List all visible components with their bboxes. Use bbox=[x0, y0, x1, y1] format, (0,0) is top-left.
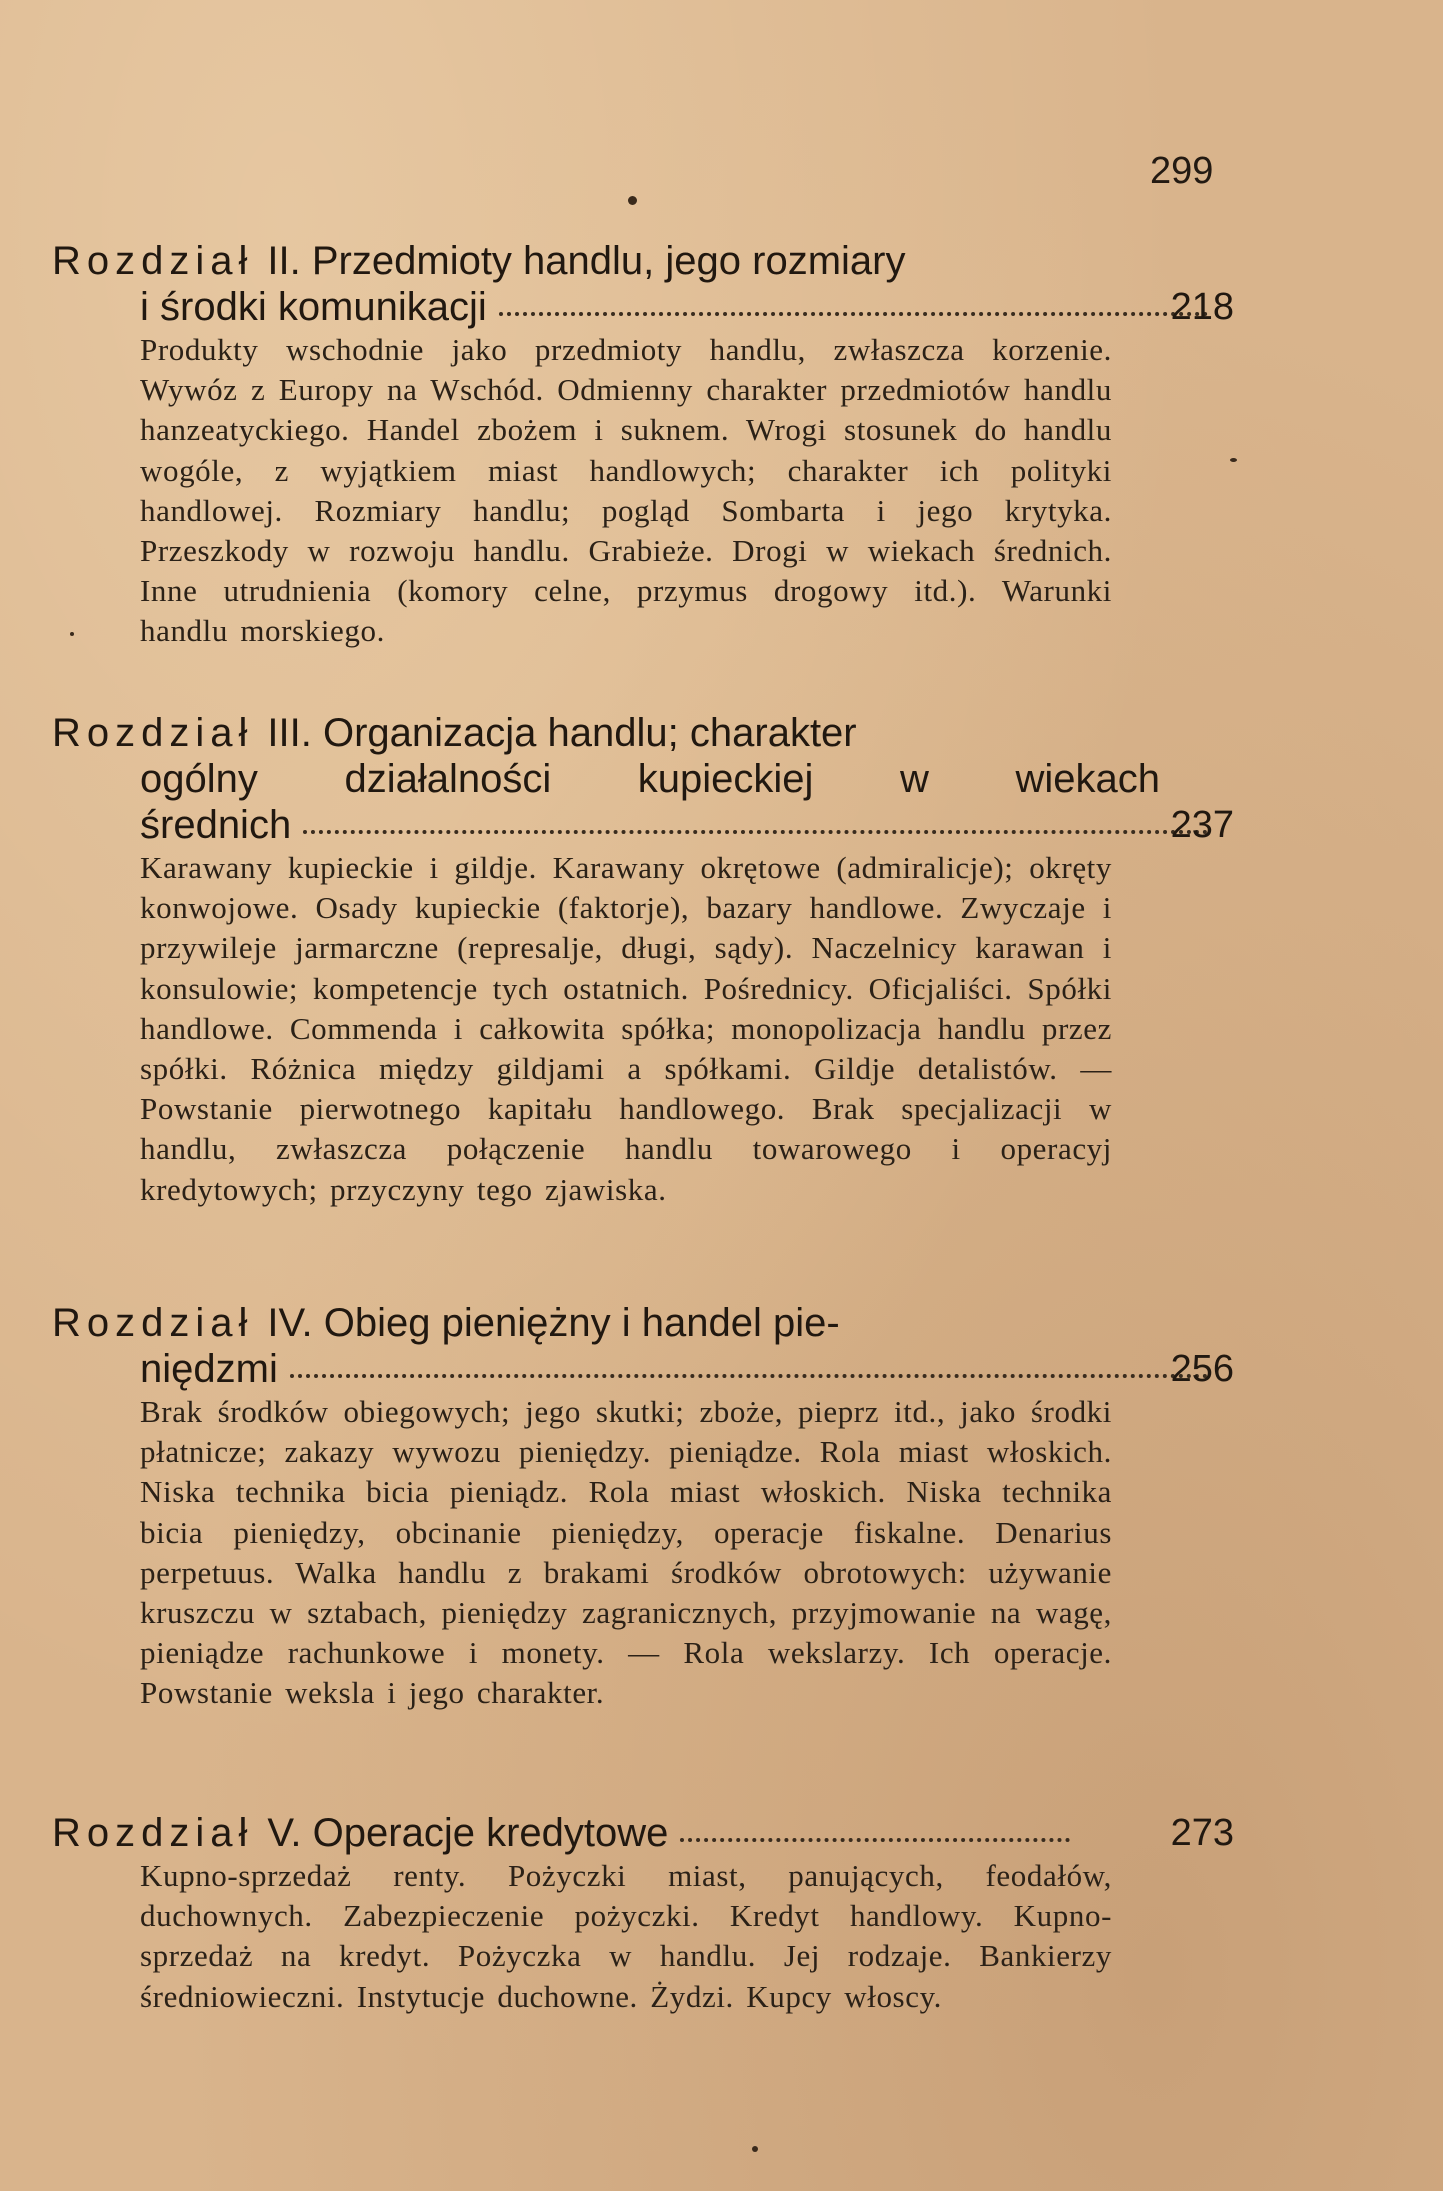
chapter-numeral: II. bbox=[267, 239, 301, 283]
chapter-numeral: III. bbox=[267, 711, 312, 755]
heading-line bbox=[52, 756, 1220, 802]
chapter-heading bbox=[52, 238, 1234, 330]
paper-speck bbox=[70, 632, 74, 636]
chapter-heading bbox=[52, 710, 1234, 848]
heading-line bbox=[52, 238, 1220, 284]
chapter-page-ref: 273 bbox=[1170, 1812, 1234, 1854]
chapter-summary: Kupno-sprzedaż renty. Pożyczki miast, panujących, feodałów, duchownych. Zabezpieczenie pożyczki. Kredyt handlowy. Kupno-sprzedaż na kredyt. Pożyczka w handlu. Jej rodzaje. Bankierzy średniowieczni. Instytucje duchowne. Żydzi. Kupcy włoscy. bbox=[140, 1858, 1112, 2014]
chapter-label: Rozdział bbox=[52, 1301, 254, 1345]
heading-last-line bbox=[52, 284, 1220, 330]
chapter-title-line: średnich bbox=[140, 803, 292, 847]
chapter-page-ref: 218 bbox=[1170, 286, 1234, 328]
chapter-entry-4 bbox=[52, 1300, 1232, 1714]
chapter-title-line: ogólny działalności kupieckiej w wiekach bbox=[140, 757, 1160, 801]
chapter-title-line: Operacje kredytowe bbox=[312, 1811, 669, 1855]
chapter-title-line: i środki komunikacji bbox=[140, 285, 487, 329]
paper-speck bbox=[752, 2146, 758, 2152]
chapter-label: Rozdział bbox=[52, 711, 254, 755]
chapter-numeral: IV. bbox=[267, 1301, 313, 1345]
heading-line bbox=[52, 710, 1220, 756]
chapter-entry-2 bbox=[52, 238, 1232, 652]
chapter-heading bbox=[52, 1810, 1234, 1856]
leader-dots bbox=[499, 302, 1208, 316]
leader-dots bbox=[303, 820, 1208, 834]
chapter-title-line: Organizacja handlu; charakter bbox=[322, 711, 857, 755]
leader-dots bbox=[680, 1828, 1070, 1842]
chapter-page-ref: 237 bbox=[1170, 804, 1234, 846]
heading-last-line bbox=[52, 802, 1220, 848]
chapter-label: Rozdział bbox=[52, 1811, 254, 1855]
paper-speck bbox=[628, 196, 637, 205]
chapter-page-ref: 256 bbox=[1170, 1348, 1234, 1390]
leader-dots bbox=[290, 1364, 1208, 1378]
chapter-numeral: V. bbox=[267, 1811, 302, 1855]
chapter-summary: Produkty wschodnie jako przedmioty handlu, zwłaszcza korzenie. Wywóz z Europy na Wschód. Odmienny charakter przedmiotów handlu hanzeatyckiego. Handel zbożem i suknem. Wrogi stosunek do handlu wogóle, z wyjątkiem miast handlowych; charakter ich polityki handlowej. Rozmiary handlu; pogląd Sombarta i jego krytyka. Przeszkody w rozwoju handlu. Grabieże. Drogi w wiekach średnich. Inne utrudnienia (komory celne, przymus drogowy itd.). Warunki handlu morskiego. bbox=[140, 332, 1112, 649]
chapter-entry-5 bbox=[52, 1810, 1232, 2017]
heading-last-line bbox=[52, 1810, 1220, 1856]
heading-line bbox=[52, 1300, 1220, 1346]
heading-last-line bbox=[52, 1346, 1220, 1392]
chapter-title-line: Przedmioty handlu, jego rozmiary bbox=[311, 239, 906, 283]
chapter-summary: Brak środków obiegowych; jego skutki; zboże, pieprz itd., jako środki płatnicze; zakazy wywozu pieniędzy. pieniądze. Rola miast włoskich. Niska technika bicia pieniądz. Rola miast włoskich. Niska technika bicia pieniędzy, obcinanie pieniędzy, operacje fiskalne. Denarius perpetuus. Walka handlu z brakami środków obrotowych: używanie kruszczu w sztabach, pieniędzy zagranicznych, przyjmowanie na wagę, pieniądze rachunkowe i monety. — Rola wekslarzy. Ich operacje. Powstanie weksla i jego charakter. bbox=[140, 1394, 1112, 1711]
chapter-title-line: niędzmi bbox=[140, 1347, 278, 1391]
chapter-title-line: Obieg pieniężny i handel pie- bbox=[323, 1301, 840, 1345]
page-number: 299 bbox=[1150, 150, 1214, 192]
heading-text bbox=[52, 1810, 668, 1856]
chapter-entry-3 bbox=[52, 710, 1232, 1210]
chapter-heading bbox=[52, 1300, 1234, 1392]
paper-speck bbox=[1230, 458, 1237, 462]
chapter-label: Rozdział bbox=[52, 239, 254, 283]
chapter-summary: Karawany kupieckie i gildje. Karawany okrętowe (admiralicje); okręty konwojowe. Osady kupieckie (faktorje), bazary handlowe. Zwyczaje i przywileje jarmarczne (represalje, długi, sądy). Naczelnicy karawan i konsulowie; kompetencje tych ostatnich. Pośrednicy. Oficjaliści. Spółki handlowe. Commenda i całkowita spółka; monopolizacja handlu przez spółki. Różnica między gildjami a spółkami. Gildje detalistów. — Powstanie pierwotnego kapitału handlowego. Brak specjalizacji w handlu, zwłaszcza połączenie handlu towarowego i operacyj kredytowych; przyczyny tego zjawiska. bbox=[140, 850, 1112, 1207]
